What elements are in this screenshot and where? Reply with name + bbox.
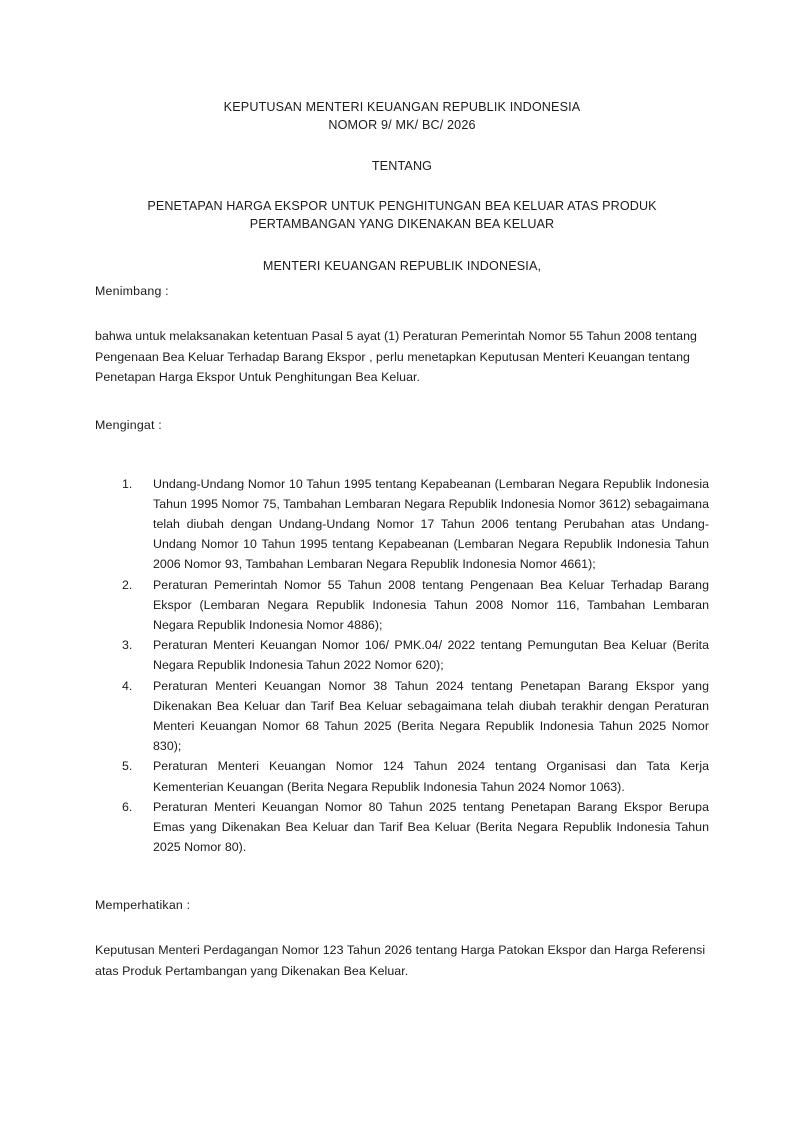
header-spacer-2 [95, 175, 709, 197]
decree-number-line: NOMOR 9/ MK/ BC/ 2026 [328, 118, 476, 132]
list-item [122, 756, 709, 796]
menimbang-paragraph: bahwa untuk melaksanakan ketentuan Pasal 5 ayat (1) Peraturan Pemerintah Nomor 55 Tahun 2008 tentang Pengenaan Bea Keluar Terhadap Barang Ekspor , perlu menetapkan Keputusan Menteri Keuangan tentang Penetapan Harga Ekspor Untuk Penghitungan Bea Keluar. [95, 329, 697, 384]
memperhatikan-label: Memperhatikan : [95, 898, 191, 913]
list-item [122, 575, 709, 636]
memperhatikan-spacer [95, 914, 709, 940]
document-body [95, 283, 709, 981]
list-item [122, 797, 709, 858]
list-item [122, 474, 709, 575]
mengingat-spacer [95, 434, 709, 474]
header-spacer-1 [95, 134, 709, 157]
list-item-text: Peraturan Menteri Keuangan Nomor 38 Tahun 2024 tentang Penetapan Barang Ekspor yang Dikenakan Bea Keluar dan Tarif Bea Keluar sebagaimana telah diubah terakhir dengan Peraturan Menteri Keuangan Nomor 68 Tahun 2025 (Berita Negara Republik Indonesia Tahun 2025 Nomor 830); [153, 678, 709, 754]
decree-subject-title: PENETAPAN HARGA EKSPOR UNTUK PENGHITUNGAN BEA KELUAR ATAS PRODUK PERTAMBANGAN YANG DIKENAKAN BEA KELUAR [147, 199, 657, 231]
list-item-text: Peraturan Menteri Keuangan Nomor 124 Tahun 2024 tentang Organisasi dan Tata Kerja Kementerian Keuangan (Berita Negara Republik Indonesia Tahun 2024 Nomor 1063). [153, 759, 709, 794]
menimbang-spacer [95, 300, 709, 326]
mengingat-list [95, 474, 709, 858]
section-spacer-2 [95, 857, 709, 897]
list-item-text: Peraturan Menteri Keuangan Nomor 80 Tahun 2025 tentang Penetapan Barang Ekspor Berupa Emas yang Dikenakan Bea Keluar dan Tarif Bea Keluar (Berita Negara Republik Indonesia Tahun 2025 Nomor 80). [153, 799, 709, 855]
memperhatikan-paragraph: Keputusan Menteri Perdagangan Nomor 123 Tahun 2026 tentang Harga Patokan Ekspor dan Harga Referensi atas Produk Pertambangan yang Dikenakan Bea Keluar. [95, 943, 706, 978]
tentang-label: TENTANG [371, 159, 433, 173]
issuer-line: MENTERI KEUANGAN REPUBLIK INDONESIA, [262, 259, 542, 273]
list-item [122, 635, 709, 675]
list-item-text: Undang-Undang Nomor 10 Tahun 1995 tentang Kepabeanan (Lembaran Negara Republik Indonesia Tahun 1995 Nomor 75, Tambahan Lembaran Negara Republik Indonesia Nomor 3612) sebagaimana telah diubah dengan Undang-Undang Nomor 17 Tahun 2006 tentang Perubahan atas Undang-Undang Nomor 10 Tahun 1995 tentang Kepabeanan (Lembaran Negara Republik Indonesia Tahun 2006 Nomor 93, Tambahan Lembaran Negara Republik Indonesia Nomor 4661); [153, 476, 709, 572]
list-item-text: Peraturan Pemerintah Nomor 55 Tahun 2008 tentang Pengenaan Bea Keluar Terhadap Barang Ekspor (Lembaran Negara Republik Indonesia Tahun 2008 Nomor 116, Tambahan Lembaran Negara Republik Indonesia Nomor 4886); [153, 577, 709, 632]
mengingat-label: Mengingat : [95, 417, 162, 432]
list-item [122, 676, 709, 757]
list-item-text: Peraturan Menteri Keuangan Nomor 106/ PMK.04/ 2022 tentang Pemungutan Bea Keluar (Berita Negara Republik Indonesia Tahun 2022 Nomor 620); [153, 638, 709, 673]
menimbang-label: Menimbang : [95, 284, 169, 298]
decree-title-line: KEPUTUSAN MENTERI KEUANGAN REPUBLIK INDONESIA [223, 100, 581, 114]
document-header [95, 98, 709, 275]
section-spacer-1 [95, 388, 709, 417]
header-spacer-3 [95, 233, 709, 257]
